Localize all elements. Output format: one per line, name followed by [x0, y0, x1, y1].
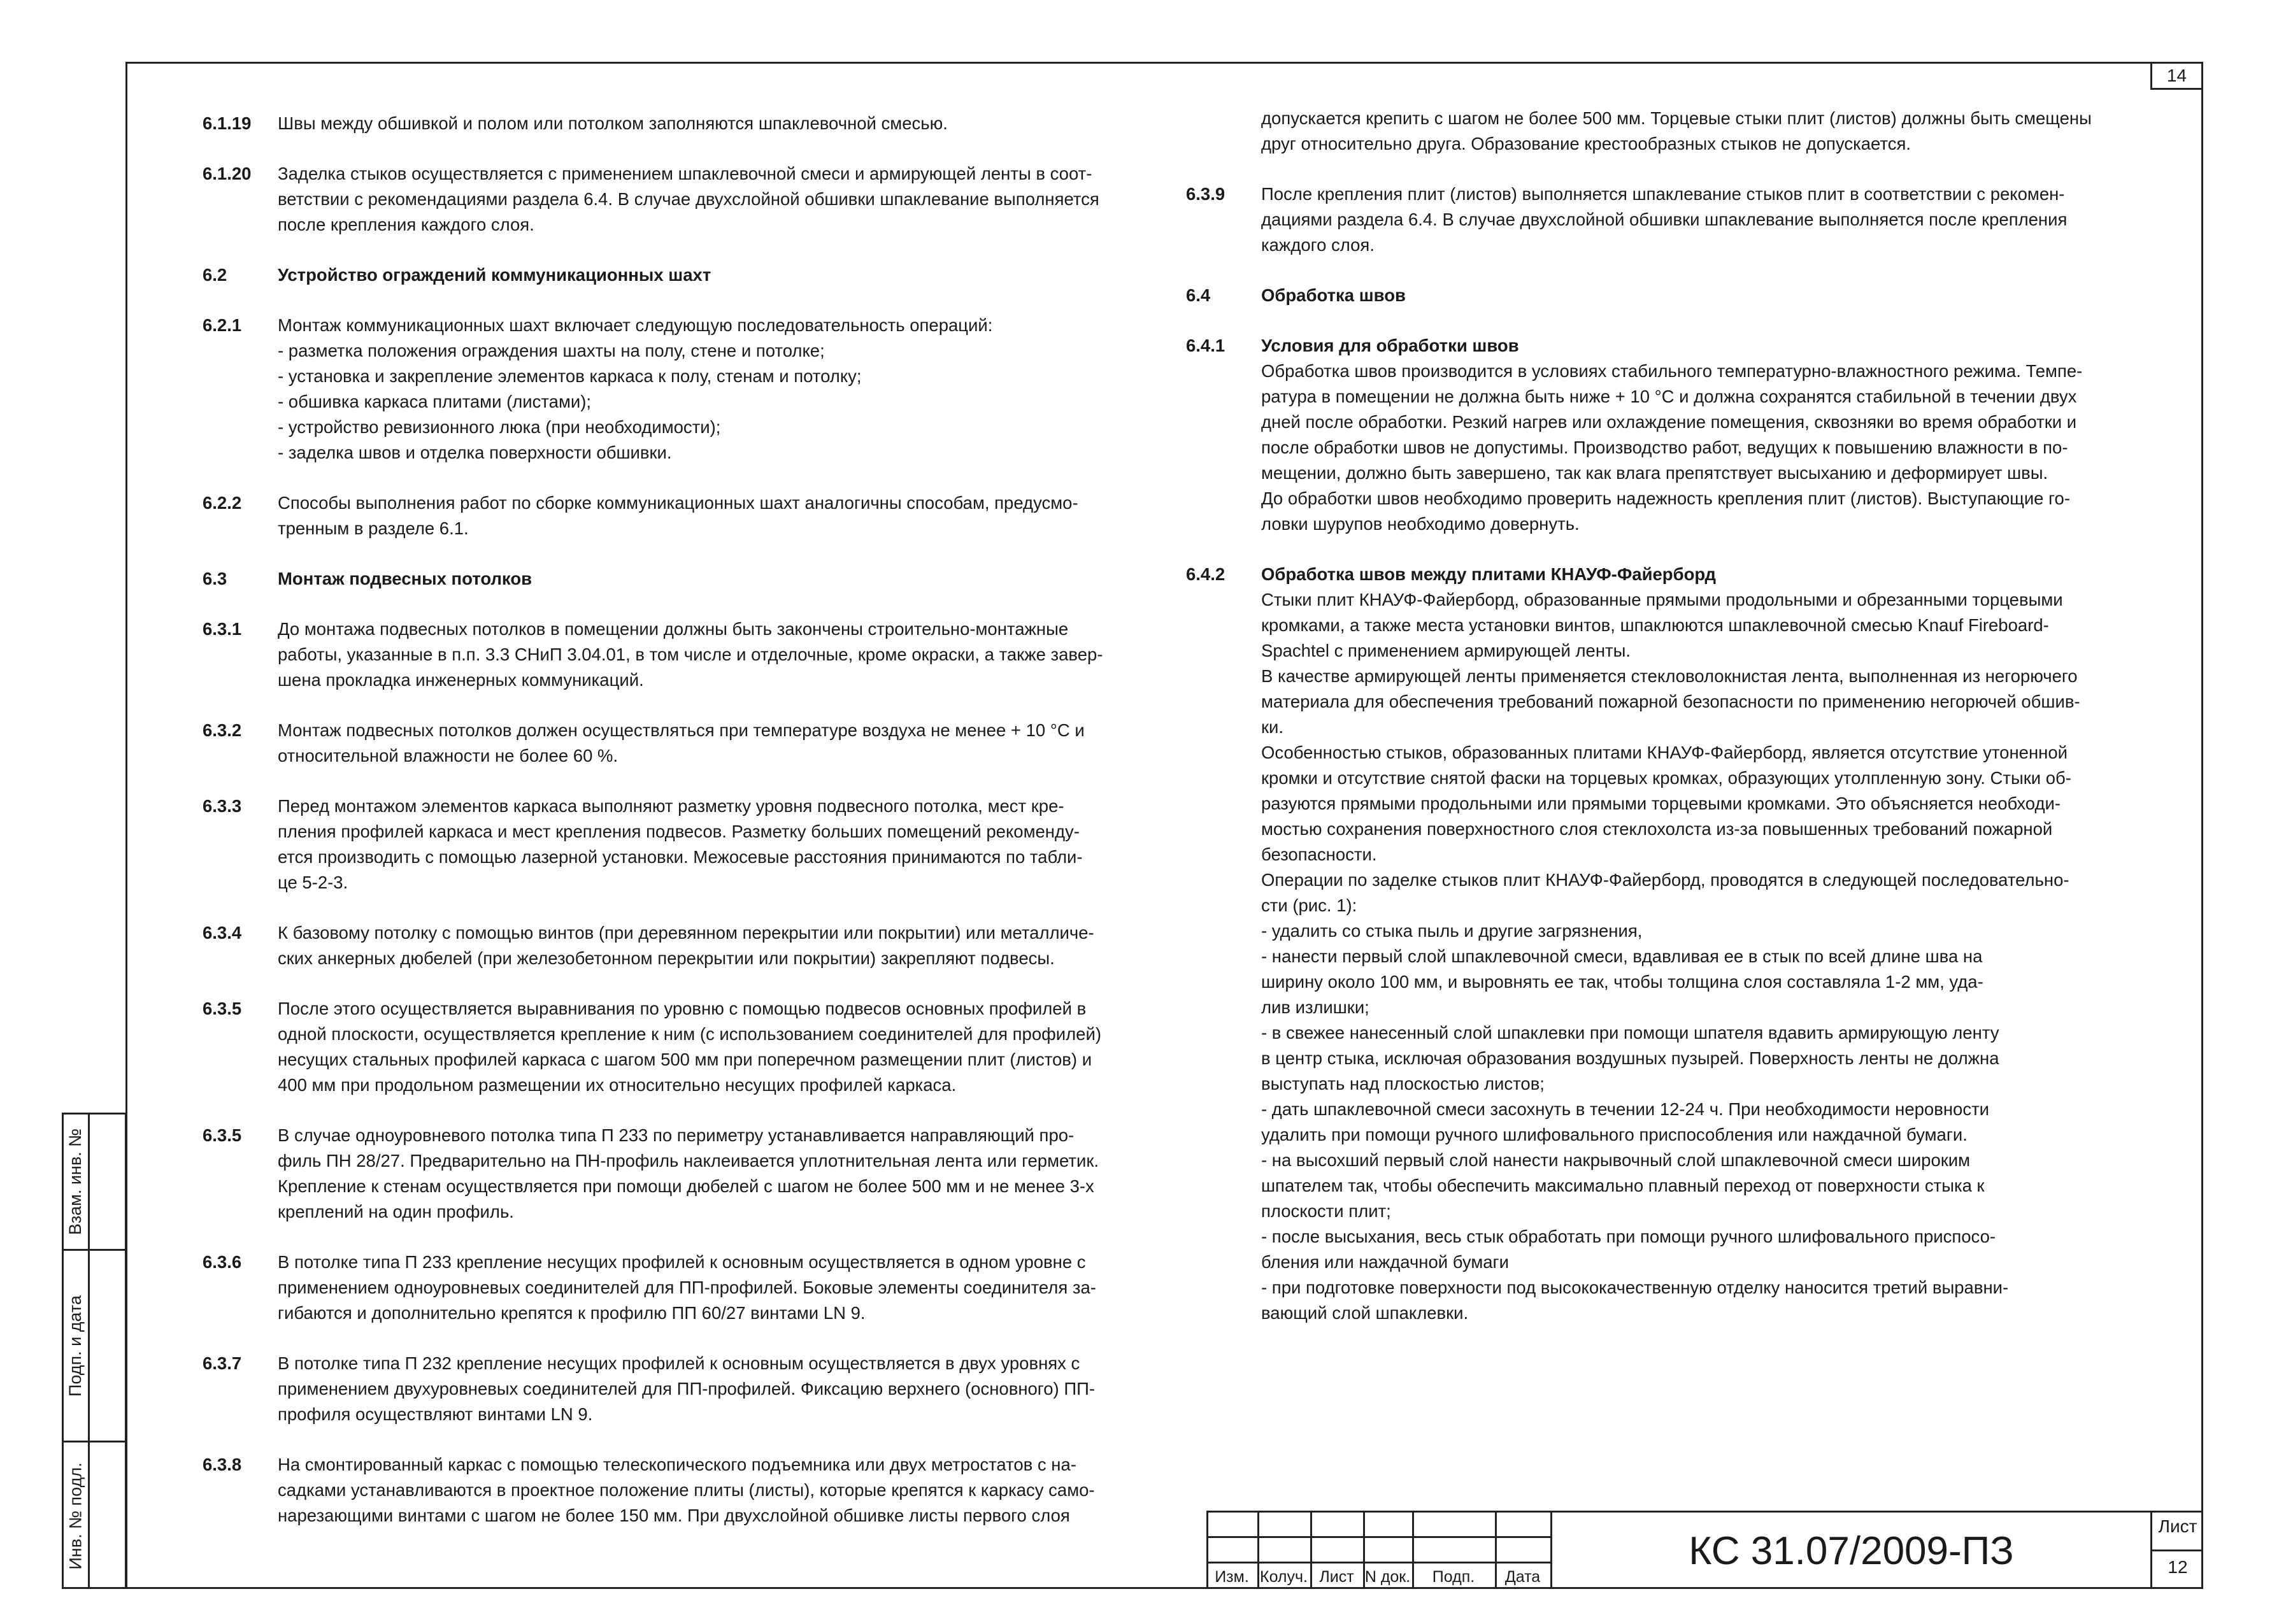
clause-text [278, 111, 1139, 136]
section-heading [1186, 283, 2129, 308]
clause-text [278, 1351, 1139, 1427]
text-line: Монтаж подвесных потолков должен осуществляться при температуре воздуха не менее + 10 °С и [278, 720, 1085, 740]
text-line: ширину около 100 мм, и выровнять ее так, чтобы толщина слоя составляла 1-2 мм, уда- [1261, 972, 1983, 992]
text-line: выступать над плоскостью листов; [1261, 1074, 1545, 1093]
text-line: ется производить с помощью лазерной установки. Межосевые расстояния принимаются по табли- [278, 847, 1083, 867]
strip-label-signature-date: Подп. и дата [66, 1295, 85, 1397]
clause [203, 1123, 1139, 1225]
text-line: Spachtel с применением армирующей ленты. [1261, 641, 1631, 660]
text-line: - заделка швов и отделка поверхности обшивки. [278, 443, 672, 462]
clause-number: 6.3 [203, 569, 227, 588]
text-line: це 5-2-3. [278, 873, 348, 892]
right-text-column [1186, 106, 2129, 1351]
page-number: 14 [2150, 62, 2203, 90]
text-line: 400 мм при продольном размещении их относительно несущих профилей каркаса. [278, 1075, 957, 1095]
clause-text [278, 996, 1139, 1098]
text-line: - на высохший первый слой нанести накрывочный слой шпаклевочной смеси широким [1261, 1150, 1971, 1170]
clause [203, 1250, 1139, 1326]
text-line: ки. [1261, 717, 1284, 737]
clause-text [278, 490, 1139, 541]
list-item [1261, 1097, 2129, 1148]
col-header-change: Изм. [1215, 1568, 1249, 1586]
clause-text [278, 1452, 1139, 1528]
list-item [1261, 1224, 2129, 1275]
text-line: мостью сохранения поверхностного слоя стеклохолста из-за повышенных требований пожарной [1261, 819, 2053, 839]
text-line: После этого осуществляется выравнивания по уровню с помощью подвесов основных профилей в [278, 999, 1087, 1018]
text-line: В качестве армирующей ленты применяется стекловолокнистая лента, выполненная из негорючего [1261, 666, 2078, 686]
text-line: До обработки швов необходимо проверить надежность крепления плит (листов). Выступающие го- [1261, 488, 2070, 508]
text-line: несущих стальных профилей каркаса с шагом 500 мм при поперечном размещении плит (листов) и [278, 1050, 1092, 1069]
text-line: ратура в помещении не должна быть ниже + 10 °С и должна сохранятся стабильной в течении двух [1261, 387, 2077, 406]
clause-number: 6.3.2 [203, 720, 242, 740]
text-line: вающий слой шпаклевки. [1261, 1303, 1469, 1323]
clause-number: 6.3.9 [1186, 184, 1225, 204]
clause-number: 6.3.7 [203, 1353, 242, 1373]
clause [203, 996, 1139, 1098]
text-line: кромками, а также места установки винтов, шпаклюются шпаклевочной смесью Knauf Fireboard- [1261, 615, 2049, 635]
text-line: профиля осуществляют винтами LN 9. [278, 1404, 593, 1424]
text-line: Заделка стыков осуществляется с применением шпаклевочной смеси и армирующей ленты в соот- [278, 164, 1092, 183]
clause-number: 6.3.5 [203, 1125, 242, 1145]
title-block [1206, 1511, 2203, 1589]
text-line: - после высыхания, весь стык обработать при помощи ручного шлифовального приспосо- [1261, 1227, 1996, 1246]
text-line: сти (рис. 1): [1261, 895, 1357, 915]
strip-label-replacement-inv: Взам. инв. № [66, 1128, 85, 1236]
text-line: - разметка положения ограждения шахты на полу, стене и потолке; [278, 341, 825, 360]
clause [203, 313, 1139, 466]
text-line: На смонтированный каркас с помощью телескопического подъемника или двух метростатов с на- [278, 1455, 1076, 1474]
text-line: - установка и закрепление элементов каркаса к полу, стенам и потолку; [278, 366, 862, 386]
clause-number: 6.3.3 [203, 796, 242, 816]
clause [203, 1452, 1139, 1528]
clause [203, 1351, 1139, 1427]
text-line: материала для обеспечения требований пожарной безопасности по применению негорючей обшив- [1261, 692, 2080, 711]
text-line: допускается крепить с шагом не более 500 мм. Торцевые стыки плит (листов) должны быть смещены [1261, 108, 2092, 128]
text-line: До монтажа подвесных потолков в помещении должны быть закончены строительно-монтажные [278, 619, 1069, 639]
clause-text [278, 718, 1139, 769]
text-line: Крепление к стенам осуществляется при помощи дюбелей с шагом не более 500 мм и не менее 3-х [278, 1176, 1094, 1196]
clause-text [278, 262, 1139, 288]
text-line: филь ПН 28/27. Предварительно на ПН-профиль наклеивается уплотнительная лента или герметик. [278, 1151, 1099, 1171]
text-line: ветствии с рекомендациями раздела 6.4. В случае двухслойной обшивки шпаклевание выполняется [278, 189, 1099, 209]
text-line: Обработка швов производится в условиях стабильного температурно-влажностного режима. Темпе- [1261, 361, 2083, 381]
text-line: лив излишки; [1261, 997, 1369, 1017]
sheet-label: Лист [2158, 1516, 2197, 1536]
text-line: применением одноуровневых соединителей для ПП-профилей. Боковые элементы соединителя за- [278, 1278, 1096, 1297]
strip-label-original-inv: Инв. № подл. [66, 1462, 85, 1570]
text-line: - в свежее нанесенный слой шпаклевки при помощи шпателя вдавить армирующую ленту [1261, 1023, 1999, 1043]
text-line: креплений на один профиль. [278, 1202, 514, 1222]
clause-text [278, 1250, 1139, 1326]
clause [203, 490, 1139, 541]
clause [1186, 562, 2129, 1326]
text-line: применением двухуровневых соединителей для ПП-профилей. Фиксацию верхнего (основного) ПП- [278, 1379, 1096, 1399]
strip-label-cell [64, 1115, 88, 1249]
clause-number: 6.1.20 [203, 164, 252, 183]
clause-title: Обработка швов между плитами КНАУФ-Файерборд [1261, 564, 1716, 584]
text-line: после крепления каждого слоя. [278, 215, 534, 234]
col-header-sheet: Лист [1319, 1568, 1354, 1586]
text-line: пления профилей каркаса и мест крепления подвесов. Разметку больших помещений рекоменду- [278, 822, 1080, 841]
text-line: Устройство ограждений коммуникационных шахт [278, 265, 711, 285]
clause-number: 6.3.6 [203, 1252, 242, 1272]
text-line: шпателем так, чтобы обеспечить максимально плавный переход от поверхности стыка к [1261, 1176, 1985, 1195]
strip-label-cell [64, 1251, 88, 1441]
sheet-box [2150, 1511, 2203, 1589]
clause-number: 6.1.19 [203, 113, 252, 133]
text-line: - нанести первый слой шпаклевочной смеси, вдавливая ее в стык по всей длине шва на [1261, 946, 1983, 966]
text-line: одной плоскости, осуществляется крепление к ним (с использованием соединителей для профилей) [278, 1024, 1101, 1044]
text-line: дациями раздела 6.4. В случае двухслойной обшивки шпаклевание выполняется после крепления [1261, 210, 2068, 229]
list-item [1261, 1148, 2129, 1224]
text-line: относительной влажности не более 60 %. [278, 746, 618, 766]
list-item [1261, 918, 2129, 944]
text-line: удалить при помощи ручного шлифовального приспособления или наждачной бумаги. [1261, 1125, 1968, 1144]
clause-number: 6.2 [203, 265, 227, 285]
clause-text [278, 794, 1139, 895]
text-line: - устройство ревизионного люка (при необходимости); [278, 417, 721, 437]
clause-number: 6.3.5 [203, 999, 242, 1018]
text-line: В случае одноуровневого потолка типа П 233 по периметру устанавливается направляющий про- [278, 1125, 1075, 1145]
clause-text [278, 616, 1139, 693]
clause [203, 616, 1139, 693]
text-line: Швы между обшивкой и полом или потолком заполняются шпаклевочной смесью. [278, 113, 948, 133]
text-line: - дать шпаклевочной смеси засохнуть в течении 12-24 ч. При необходимости неровности [1261, 1099, 1990, 1119]
clause [203, 161, 1139, 238]
clause-number: 6.3.1 [203, 619, 242, 639]
clause-number: 6.4.2 [1186, 564, 1225, 584]
clause-number: 6.4.1 [1186, 336, 1225, 355]
continued-paragraph [1186, 106, 2129, 157]
text-line: Обработка швов [1261, 285, 1406, 305]
text-line: каждого слоя. [1261, 235, 1375, 255]
text-line: шена прокладка инженерных коммуникаций. [278, 670, 644, 690]
text-line: После крепления плит (листов) выполняется шпаклевание стыков плит в соответствии с рекомен- [1261, 184, 2065, 204]
text-line: разуются прямыми продольными или прямыми торцевыми кромками. Это объясняется необходи- [1261, 794, 2061, 813]
list-item [1261, 1020, 2129, 1097]
text-line: гибаются и дополнительно крепятся к профилю ПП 60/27 винтами LN 9. [278, 1303, 866, 1323]
text-line: безопасности. [1261, 844, 1377, 864]
col-header-date: Дата [1504, 1568, 1541, 1586]
clause-number: 6.2.2 [203, 493, 242, 513]
text-line: - обшивка каркаса плитами (листами); [278, 392, 592, 411]
clause [203, 111, 1139, 136]
clause-text [278, 920, 1139, 971]
col-header-signature: Подп. [1432, 1568, 1475, 1586]
text-line: Перед монтажом элементов каркаса выполняют разметку уровня подвесного потолка, мест кре- [278, 796, 1064, 816]
text-line: - при подготовке поверхности под высококачественную отделку наносится третий выравни- [1261, 1278, 2009, 1297]
text-line: Стыки плит КНАУФ-Файерборд, образованные прямыми продольными и обрезанными торцевыми [1261, 590, 2063, 609]
text-line: плоскости плит; [1261, 1201, 1391, 1221]
sheet-separator [2152, 1549, 2203, 1551]
list-item [1261, 1275, 2129, 1326]
text-line: мещении, должно быть завершено, так как влага препятствует высыханию и деформирует швы. [1261, 463, 2048, 483]
strip-label-cell [64, 1442, 88, 1589]
text-line: В потолке типа П 233 крепление несущих профилей к основным осуществляется в одном уровне с [278, 1252, 1086, 1272]
text-line: после обработки швов не допустимы. Производство работ, ведущих к повышению влажности в по- [1261, 438, 2068, 457]
left-text-column [203, 111, 1139, 1553]
clause [203, 718, 1139, 769]
text-line: Операции по заделке стыков плит КНАУФ-Файерборд, проводятся в следующей последовательно- [1261, 870, 2069, 890]
section-heading [203, 262, 1139, 288]
clause-text [1261, 562, 2129, 1326]
text-line: нарезающими винтами с шагом не более 150 мм. При двухслойной обшивке листы первого слоя [278, 1506, 1070, 1525]
clause-text [1261, 333, 2129, 537]
clause-text [278, 1123, 1139, 1225]
text-line: Способы выполнения работ по сборке коммуникационных шахт аналогичны способам, предусмо- [278, 493, 1078, 513]
text-line: Особенностью стыков, образованных плитами КНАУФ-Файерборд, является отсутствие утоненной [1261, 743, 2068, 762]
text-line: ских анкерных дюбелей (при железобетонном перекрытии или покрытии) закрепляют подвесы. [278, 948, 1055, 968]
list-item [1261, 944, 2129, 1020]
clause-text [1261, 283, 2129, 308]
text-line: в центр стыка, исключая образования воздушных пузырей. Поверхность ленты не должна [1261, 1048, 1999, 1068]
clause [1186, 182, 2129, 258]
col-header-doc-no: N док. [1364, 1568, 1411, 1586]
text-line: Монтаж подвесных потолков [278, 569, 532, 588]
text-line: садками устанавливаются в проектное положение плиты (листы), которые крепятся к каркасу само- [278, 1480, 1095, 1500]
text-line: друг относительно друга. Образование крестообразных стыков не допускается. [1261, 134, 1911, 153]
sheet-number: 12 [2168, 1557, 2188, 1577]
section-heading [203, 566, 1139, 592]
text-line: кромки и отсутствие снятой фаски на торцевых кромках, образующих утолпленную зону. Стыки об- [1261, 768, 2071, 788]
text-line: тренным в разделе 6.1. [278, 518, 469, 538]
text-line: - удалить со стыка пыль и другие загрязнения, [1261, 921, 1643, 941]
clause-number: 6.4 [1186, 285, 1211, 305]
col-header-count: Колуч. [1260, 1568, 1308, 1586]
clause [203, 794, 1139, 895]
text-line: дней после обработки. Резкий нагрев или охлаждение помещения, сквозняки во время обработки и [1261, 412, 2077, 432]
clause-text [278, 161, 1139, 238]
text-line: Монтаж коммуникационных шахт включает следующую последовательность операций: [278, 315, 993, 335]
text-line: работы, указанные в п.п. 3.3 СНиП 3.04.01, в том числе и отделочные, кроме окраски, а также завер- [278, 645, 1103, 664]
text-line: В потолке типа П 232 крепление несущих профилей к основным осуществляется в двух уровнях с [278, 1353, 1080, 1373]
clause [203, 920, 1139, 971]
text-line: ловки шурупов необходимо довернуть. [1261, 514, 1580, 534]
clause-text [278, 566, 1139, 592]
clause-text [1261, 182, 2129, 258]
strip-divider [88, 1115, 90, 1587]
clause-number: 6.3.8 [203, 1455, 242, 1474]
text-line: бления или наждачной бумаги [1261, 1252, 1509, 1272]
left-stamp-strip [62, 1113, 127, 1589]
clause-title: Условия для обработки швов [1261, 336, 1519, 355]
document-code: КС 31.07/2009-ПЗ [1550, 1511, 2150, 1589]
clause-text [278, 313, 1139, 466]
clause-number: 6.2.1 [203, 315, 242, 335]
clause-number: 6.3.4 [203, 923, 242, 943]
clause [1186, 333, 2129, 537]
text-line: К базовому потолку с помощью винтов (при деревянном перекрытии или покрытии) или металличе- [278, 923, 1094, 943]
